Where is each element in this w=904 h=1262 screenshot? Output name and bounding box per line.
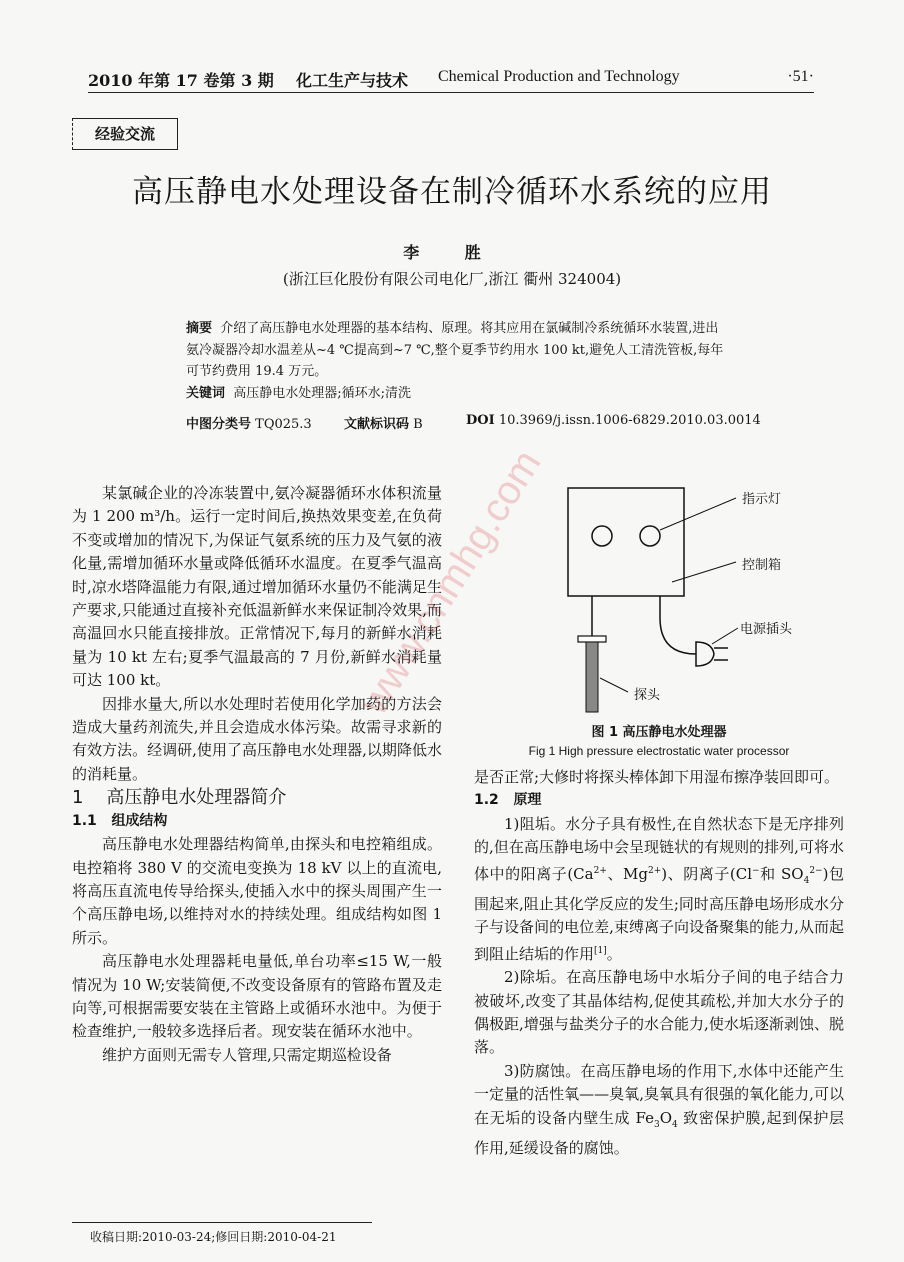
paragraph-scale-inhibition: 1)阻垢。水分子具有极性,在自然状态下是无序排列的,但在高压静电场中会呈现链状的有规则的排列,可将水体中的阳离子($Ca^{2+}$、$Mg^{2+}$)、阴离子(Cl−和 $SO_4^{2-}$)包围起来,阻止其化学反应的发生;同时高压静电场形成水分子与设备间的电位差,束缚离子向设备聚集的能力,从而起到阻止结垢的作用[1]。 (474, 814, 845, 963)
journal-name-cn: 化工生产与技术 (296, 71, 409, 90)
left-column (72, 482, 442, 1067)
label-control-box: 控制箱 (742, 558, 782, 573)
footnote-dates: 收稿日期:2010-03-24;修回日期:2010-04-21 (90, 1230, 337, 1244)
leader-line-control (672, 562, 736, 582)
heading-number: 1 (72, 787, 84, 809)
plug-body (696, 642, 714, 666)
probe-rod (586, 642, 598, 712)
citation-ref: [1] (594, 945, 607, 956)
keywords: 高压静电水处理器;循环水;清洗 (233, 385, 412, 401)
label-probe: 探头 (634, 688, 661, 703)
abstract-text: 介绍了高压静电水处理器的基本结构、原理。将其应用在氯碱制冷系统循环水装置,进出氨冷凝器冷却水温差从~4 ℃提高到~7 ℃,整个夏季节约用水 100 kt,避免人工清洗管板,每年可节约费用 19.4 万元。 (186, 321, 724, 379)
paragraph: 因排水量大,所以水处理时若使用化学加药的方法会造成大量药剂流失,并且会造成水体污染。故需寻求新的有效方法。经调研,使用了高压静电水处理器,以期降低水的消耗量。 (72, 694, 442, 783)
abstract-label: 摘要 (186, 321, 213, 336)
paragraph-anticorrosion: 3)防腐蚀。在高压静电场的作用下,水体中还能产生一定量的活性氧——臭氧,臭氧具有很强的氧化能力,可以在无垢的设备内壁生成 $Fe_3O_4$ 致密保护膜,起到保护层作用,延缓设备的腐蚀。 (474, 1061, 844, 1158)
doi: 10.3969/j.issn.1006-6829.2010.03.0014 (498, 413, 761, 428)
article-title: 高压静电水处理设备在制冷循环水系统的应用 (132, 174, 772, 210)
watermark: www.cnmhg.com (351, 442, 550, 723)
clc-code: TQ025.3 (255, 417, 312, 432)
doc-code-label: 文献标识码 (344, 417, 410, 432)
power-cord (660, 596, 696, 654)
figure-1 (474, 478, 844, 768)
indicator-light-right (640, 526, 660, 546)
abstract (186, 318, 730, 404)
running-header (88, 62, 814, 93)
journal-name-en: Chemical Production and Technology (438, 68, 680, 85)
heading-text: 高压静电水处理器简介 (106, 787, 287, 809)
control-box-shape (568, 488, 684, 596)
label-indicator: 指示灯 (742, 492, 782, 507)
affiliation: (浙江巨化股份有限公司电化厂,浙江 衢州 324004) (282, 270, 622, 288)
subsection-heading-1-1 (72, 810, 442, 833)
leader-line-plug (712, 628, 738, 644)
paragraph: 高压静电水处理器耗电量低,单台功率≤15 W,一般情况为 10 W;安装简便,不改变设备原有的管路布置及走向等,可根据需要安装在主管路上或循环水池中。为便于检查维护,一般较多选择后者。现安装在循环水池中。 (72, 952, 442, 1041)
keywords-label: 关键词 (186, 385, 226, 401)
heading-number: 1.2 (474, 792, 499, 809)
doi-label: DOI (466, 413, 495, 428)
heading-number: 1.1 (72, 812, 97, 829)
subsection-heading-1-2 (474, 789, 844, 812)
figure-caption-cn: 图 1 高压静电水处理器 (591, 725, 727, 740)
probe-flange (578, 636, 606, 642)
figure-caption-en: Fig 1 High pressure electrostatic water processor (528, 744, 790, 758)
heading-text: 组成结构 (111, 812, 168, 829)
processor-diagram (474, 478, 844, 718)
section-tag: 经验交流 (72, 118, 178, 150)
paragraph-descaling: 2)除垢。在高压静电场中水垢分子间的电子结合力被破坏,改变了其晶体结构,促使其疏松,并加大水分子的偶极距,增强与盐类分子的水合能力,使水垢逐渐剥蚀、脱落。 (474, 968, 844, 1057)
leader-line-indicator (660, 498, 736, 530)
doc-code: B (413, 417, 423, 432)
issue-info: 2010 年第 17 卷第 3 期 (88, 71, 274, 90)
paragraph: 维护方面则无需专人管理,只需定期巡检设备 (102, 1045, 392, 1064)
leader-line-probe (600, 678, 628, 692)
footnote-divider (72, 1222, 372, 1223)
paragraph: 高压静电水处理器结构简单,由探头和电控箱组成。电控箱将 380 V 的交流电变换为 18 kV 以上的直流电,将高压直流电传导给探头,使插入水中的探头周围产生一个高压静电场,以维持对水的持续处理。组成结构如图 1 所示。 (72, 835, 442, 947)
right-column (474, 766, 844, 1161)
indicator-light-left (592, 526, 612, 546)
paragraph: 某氯碱企业的冷冻装置中,氨冷凝器循环水体积流量为 1 200 m³/h。运行一定时间后,换热效果变差,在负荷不变或增加的情况下,为保证气氨系统的压力及气氨的液化量,需增加循环水量或降低循环水温度。在夏季气温高时,凉水塔降温能力有限,通过增加循环水量仍不能满足生产要求,只能通过直接补充低温新鲜水来保证制冷效果,而高温回水只能直接排放。正常情况下,每月的新鲜水消耗量为 10 kt 左右;夏季气温最高的 7 月份,新鲜水消耗量可达 100 kt。 (72, 484, 442, 690)
paragraph-continued: 是否正常;大修时将探头棒体卸下用湿布擦净装回即可。 (474, 768, 840, 786)
author: 李 胜 (403, 243, 501, 262)
heading-text: 原理 (513, 792, 542, 809)
page-number: ·51· (787, 68, 814, 85)
section-heading-1 (72, 786, 442, 809)
label-power-plug: 电源插头 (740, 622, 793, 637)
clc-label: 中图分类号 (186, 417, 252, 432)
